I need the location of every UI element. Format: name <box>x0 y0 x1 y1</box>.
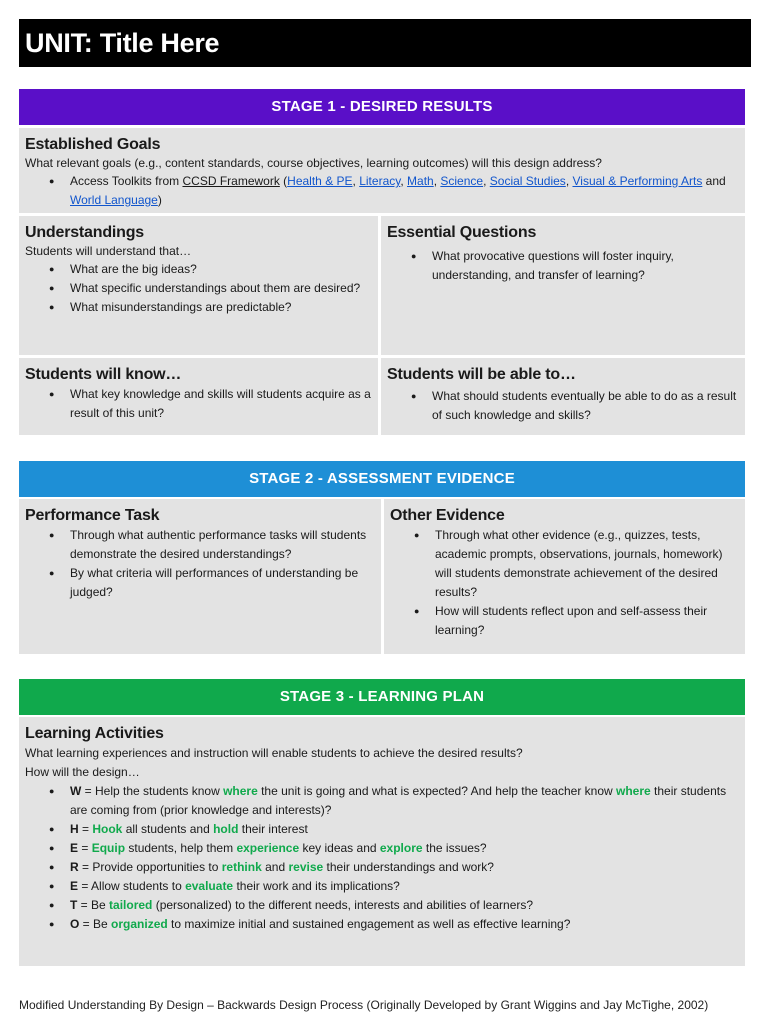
list-item: ● What misunderstandings are predictable? <box>49 298 372 317</box>
established-goals-heading: Established Goals <box>25 136 161 153</box>
link-math[interactable]: Math <box>407 174 434 188</box>
footer-credit: Modified Understanding By Design – Backwards Design Process (Originally Developed by Grant Wiggins and Jay McTighe, 2002) <box>19 998 709 1012</box>
list-item: ● What should students eventually be able to do as a result of such knowledge and skills? <box>411 387 739 425</box>
list-item: ● Access Toolkits from CCSD Framework (Health & PE, Literacy, Math, Science, Social Studies, Visual & Performing Arts and World Language) <box>49 172 739 210</box>
established-goals-list <box>25 172 739 210</box>
link-social-studies[interactable]: Social Studies <box>489 174 566 188</box>
list-item: ● Through what authentic performance tasks will students demonstrate the desired understandings? <box>49 526 375 564</box>
essential-questions-heading: Essential Questions <box>387 224 537 241</box>
list-item-equip: ● E = Equip students, help them experience key ideas and explore the issues? <box>49 839 739 858</box>
list-item-evaluate: ● E = Allow students to evaluate their work and its implications? <box>49 877 739 896</box>
stage3-header: STAGE 3 - LEARNING PLAN <box>19 679 745 715</box>
learning-activities-intro-2: How will the design… <box>25 765 140 779</box>
established-goals-cell <box>19 128 745 213</box>
understandings-intro: Students will understand that… <box>25 244 192 258</box>
link-health-pe[interactable]: Health & PE <box>287 174 353 188</box>
list-item: ● How will students reflect upon and self-assess their learning? <box>414 602 739 640</box>
list-item-rethink: ● R = Provide opportunities to rethink and revise their understandings and work? <box>49 858 739 877</box>
list-item: ● What key knowledge and skills will students acquire as a result of this unit? <box>49 385 372 423</box>
list-item-where: ● W = Help the students know where the unit is going and what is expected? And help the teacher know where their students are coming from (prior knowledge and interests)? <box>49 782 739 820</box>
list-item-hook: ● H = Hook all students and hold their interest <box>49 820 739 839</box>
list-item: ● By what criteria will performances of understanding be judged? <box>49 564 375 602</box>
performance-task-cell <box>19 499 381 654</box>
link-literacy[interactable]: Literacy <box>359 174 401 188</box>
list-item-tailored: ● T = Be tailored (personalized) to the different needs, interests and abilities of learners? <box>49 896 739 915</box>
established-goals-prompt: What relevant goals (e.g., content standards, course objectives, learning outcomes) will this design address? <box>25 156 602 170</box>
understandings-heading: Understandings <box>25 224 144 241</box>
list-item: ● What provocative questions will foster inquiry, understanding, and transfer of learning? <box>411 247 739 285</box>
stage2-header: STAGE 2 - ASSESSMENT EVIDENCE <box>19 461 745 497</box>
learning-activities-cell <box>19 717 745 966</box>
understandings-list <box>25 260 372 317</box>
performance-task-list <box>25 526 375 602</box>
students-able-to-cell <box>381 358 745 435</box>
performance-task-heading: Performance Task <box>25 507 160 524</box>
students-able-to-heading: Students will be able to… <box>387 366 576 383</box>
students-will-know-heading: Students will know… <box>25 366 182 383</box>
list-item: ● What specific understandings about them are desired? <box>49 279 372 298</box>
link-world-language[interactable]: World Language <box>70 193 158 207</box>
essential-questions-list <box>387 247 739 285</box>
students-will-know-list <box>25 385 372 423</box>
list-item-organized: ● O = Be organized to maximize initial and sustained engagement as well as effective learning? <box>49 915 739 934</box>
students-will-know-cell <box>19 358 378 435</box>
list-item: ● What are the big ideas? <box>49 260 372 279</box>
other-evidence-heading: Other Evidence <box>390 507 505 524</box>
learning-activities-heading: Learning Activities <box>25 725 164 742</box>
link-visual-performing-arts[interactable]: Visual & Performing Arts <box>572 174 703 188</box>
other-evidence-cell <box>384 499 745 654</box>
ccsd-framework-link[interactable]: CCSD Framework <box>182 174 280 188</box>
page-title: UNIT: Title Here <box>19 19 751 67</box>
students-able-to-list <box>387 387 739 425</box>
understandings-cell <box>19 216 378 355</box>
whereto-list <box>25 782 739 934</box>
learning-activities-intro: What learning experiences and instruction will enable students to achieve the desired results? <box>25 746 523 760</box>
list-item: ● Through what other evidence (e.g., quizzes, tests, academic prompts, observations, journals, homework) will students demonstrate achievement of the desired results? <box>414 526 739 602</box>
other-evidence-list <box>390 526 739 640</box>
stage1-header: STAGE 1 - DESIRED RESULTS <box>19 89 745 125</box>
essential-questions-cell <box>381 216 745 355</box>
link-science[interactable]: Science <box>440 174 484 188</box>
